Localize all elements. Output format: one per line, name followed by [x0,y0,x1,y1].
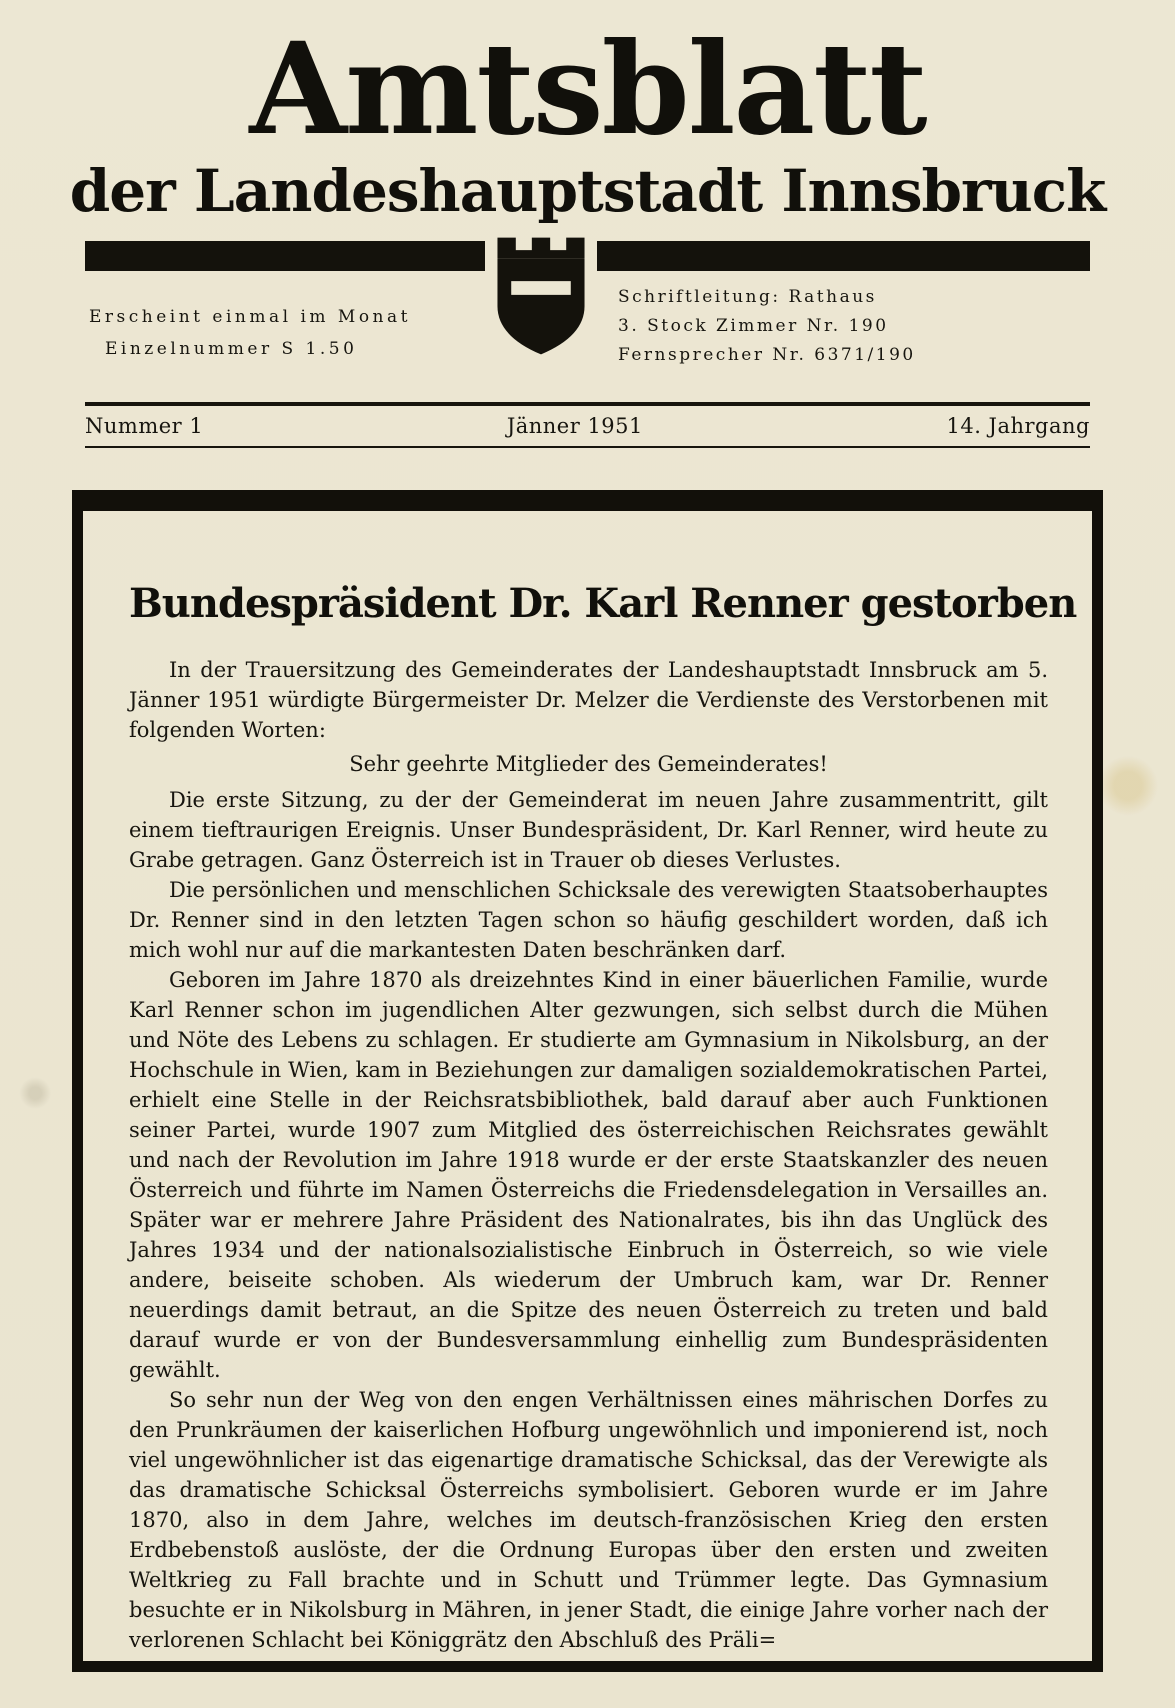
editorial-office-text: Schriftleitung: Rathaus [618,287,877,308]
masthead [0,0,1175,225]
frequency-text: Erscheint einmal im Monat [89,307,411,328]
divider-rule-bottom [85,446,1090,448]
publication-info-right [618,283,1090,370]
article-paragraph: Geboren im Jahre 1870 als dreizehntes Kind in einer bäuerlichen Familie, wurde Karl Renner schon im jugendlichen Alter gezwungen, sich selbst durch die Mühen und Nöte des Lebens zu schlagen. Er studierte am Gymnasium in Nikolsburg, an der Hochschule in Wien, kam in Beziehungen zur damaligen sozialdemokratischen Partei, erhielt eine Stelle in der Reichsratsbibliothek, bald darauf aber auch Funktionen seiner Partei, wurde 1907 zum Mitglied des österreichischen Reichsrates gewählt und nach der Revolution im Jahre 1918 wurde er der erste Staatskanzler des neuen Österreich und führte im Namen Österreichs die Friedensdelegation in Versailles an. Später war er mehrere Jahre Präsident des Nationalrates, bis ihn das Unglück des Jahres 1934 und der nationalsozialistische Einbruch in Österreich, so wie viele andere, beiseite schoben. Als wiederum der Umbruch kam, war Dr. Renner neuerdings damit betraut, an die Spitze des neuen Österreich zu treten und bald darauf wurde er von der Bundesversammlung einhellig zum Bundespräsidenten gewählt. [129,967,1048,1382]
telephone-text: Fernsprecher Nr. 6371/190 [618,345,916,366]
article-paragraph: Die erste Sitzung, zu der der Gemeinderat im neuen Jahre zusammentritt, gilt einem tieftraurigen Ereignis. Unser Bundespräsident, Dr. Karl Renner, wird heute zu Grabe getragen. Ganz Österreich ist in Trauer ob dieses Verlustes. [129,787,1048,872]
article-salutation: Sehr geehrte Mitglieder des Gemeinderates! [349,751,828,776]
issue-date: Jänner 1951 [506,414,643,439]
article-paragraph: Die persönlichen und menschlichen Schicksale des verewigten Staatsoberhauptes Dr. Renner sind in den letzten Tagen schon so häufig geschildert worden, daß ich mich wohl nur auf die markantesten Daten beschränken darf. [129,877,1048,962]
price-text: Einzelnummer S 1.50 [105,339,358,360]
article-body [129,655,1048,1655]
publication-info-left [85,301,411,370]
left-black-bar [85,241,485,271]
article-paragraph: In der Trauersitzung des Gemeinderates der Landeshauptstadt Innsbruck am 5. Jänner 1951 würdigte Bürgermeister Dr. Melzer die Verdienste des Verstorbenen mit folgenden Worten: [129,657,1048,742]
issue-number: Nummer 1 [85,414,204,439]
article-frame [72,490,1103,1672]
article-title: Bundespräsident Dr. Karl Renner gestorben [129,579,1077,627]
issue-line [85,414,1090,438]
room-text: 3. Stock Zimmer Nr. 190 [618,316,889,337]
innsbruck-coat-of-arms-icon [481,233,601,359]
article-paragraph: So sehr nun der Weg von den engen Verhältnissen eines mährischen Dorfes zu den Prunkräumen der kaiserlichen Hofburg ungewöhnlich und imponierend ist, noch viel ungewöhnlicher ist das eigenartige dramatische Schicksal, das der Verewigte als das dramatische Schicksal Österreichs symbolisiert. Geboren wurde er im Jahre 1870, also in dem Jahre, welches im deutsch-französischen Krieg den ersten Erdbebenstoß auslöste, der die Ordnung Europas über den ersten und zweiten Weltkrieg zu Fall brachte und in Schutt und Trümmer legte. Das Gymnasium besuchte er in Nikolsburg in Mähren, in jener Stadt, die einige Jahre vorher nach der verlorenen Schlacht bei Königgrätz den Abschluß des Präli= [129,1387,1048,1652]
issue-volume: 14. Jahrgang [946,414,1090,439]
right-black-bar [597,241,1090,271]
divider-rule-top [85,402,1090,406]
masthead-title: Amtsblatt [249,15,926,163]
header-block [85,241,1090,370]
masthead-subtitle: der Landeshauptstadt Innsbruck [69,157,1106,226]
